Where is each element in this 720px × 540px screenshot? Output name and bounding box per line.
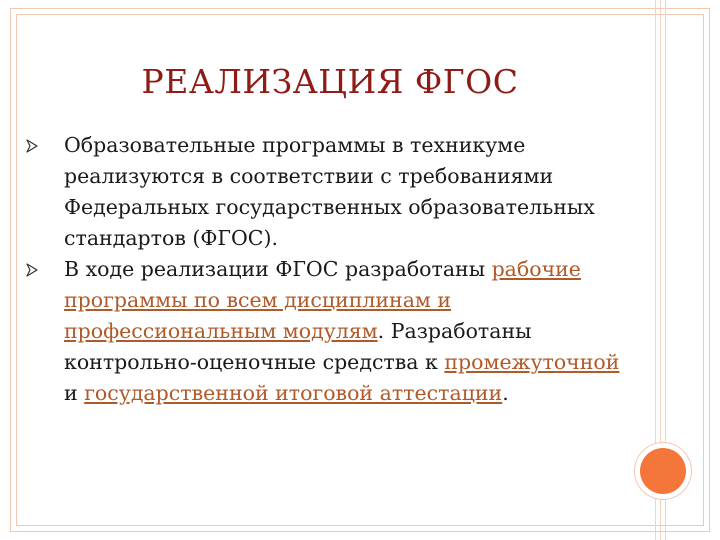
- decorative-circle: [640, 448, 686, 494]
- arrowhead-bullet-icon: [26, 263, 38, 277]
- bullet-item: [26, 254, 636, 409]
- bullet-list: [26, 130, 636, 409]
- link-work-programs[interactable]: рабочие программы по всем дисциплинам и профессиональным модулям: [64, 257, 581, 343]
- bullet-text: и: [64, 381, 85, 405]
- bullet-item: [26, 130, 636, 254]
- arrowhead-bullet-icon: [26, 139, 38, 153]
- bullet-text: Образовательные программы в техникуме реализуются в соответствии с требованиями Федеральных государственных образовательных стандартов (ФГОС).: [64, 133, 595, 250]
- bullet-text: . Разработаны контрольно-оценочные средства к: [64, 319, 532, 374]
- slide-title: РЕАЛИЗАЦИЯ ФГОС: [141, 62, 519, 101]
- bullet-text: .: [502, 381, 509, 405]
- link-intermediate-attestation[interactable]: промежуточной: [444, 350, 620, 374]
- bullet-text: В ходе реализации ФГОС разработаны: [64, 257, 492, 281]
- link-state-final-attestation[interactable]: государственной итоговой аттестации: [84, 381, 503, 405]
